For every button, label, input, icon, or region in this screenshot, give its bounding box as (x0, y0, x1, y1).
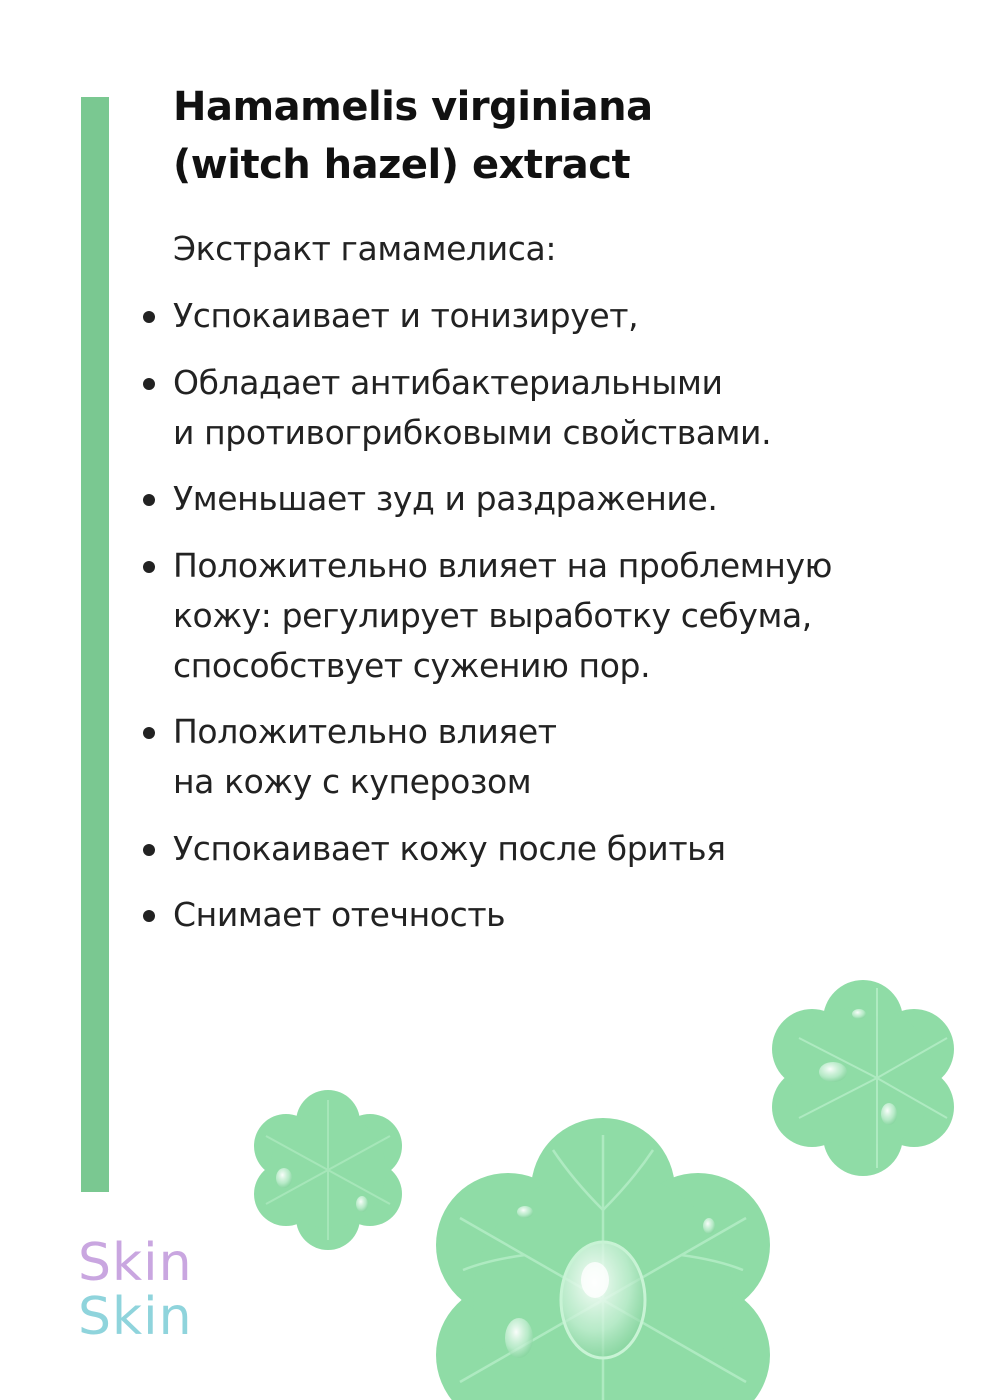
list-item-line: Положительно влияет (173, 712, 557, 751)
list-item-line: Снимает отечность (173, 895, 506, 934)
intro-text: Экстракт гамамелиса: (173, 229, 557, 268)
title-line-1: Hamamelis virginiana (173, 84, 653, 130)
list-item-line: Положительно влияет на проблемную (173, 546, 832, 585)
logo-line-2: Skin (78, 1287, 193, 1347)
list-item-line: Обладает антибактериальными (173, 363, 723, 402)
skinskin-logo (78, 1233, 193, 1347)
list-item-line: и противогрибковыми свойствами. (173, 413, 772, 452)
list-item-line: способствует сужению пор. (173, 646, 651, 685)
list-item-line: Уменьшает зуд и раздражение. (173, 479, 718, 518)
list-item-line: кожу: регулирует выработку себума, (173, 596, 812, 635)
small-leaf-icon (254, 1090, 402, 1250)
large-leaf-icon (436, 1118, 770, 1400)
list-item-line: Успокаивает и тонизирует, (173, 296, 639, 335)
title-line-2: (witch hazel) extract (173, 142, 631, 188)
right-leaf-icon (772, 980, 954, 1176)
list-item-line: на кожу с куперозом (173, 762, 532, 801)
logo-line-1: Skin (78, 1233, 193, 1293)
list-item-line: Успокаивает кожу после бритья (173, 829, 726, 868)
